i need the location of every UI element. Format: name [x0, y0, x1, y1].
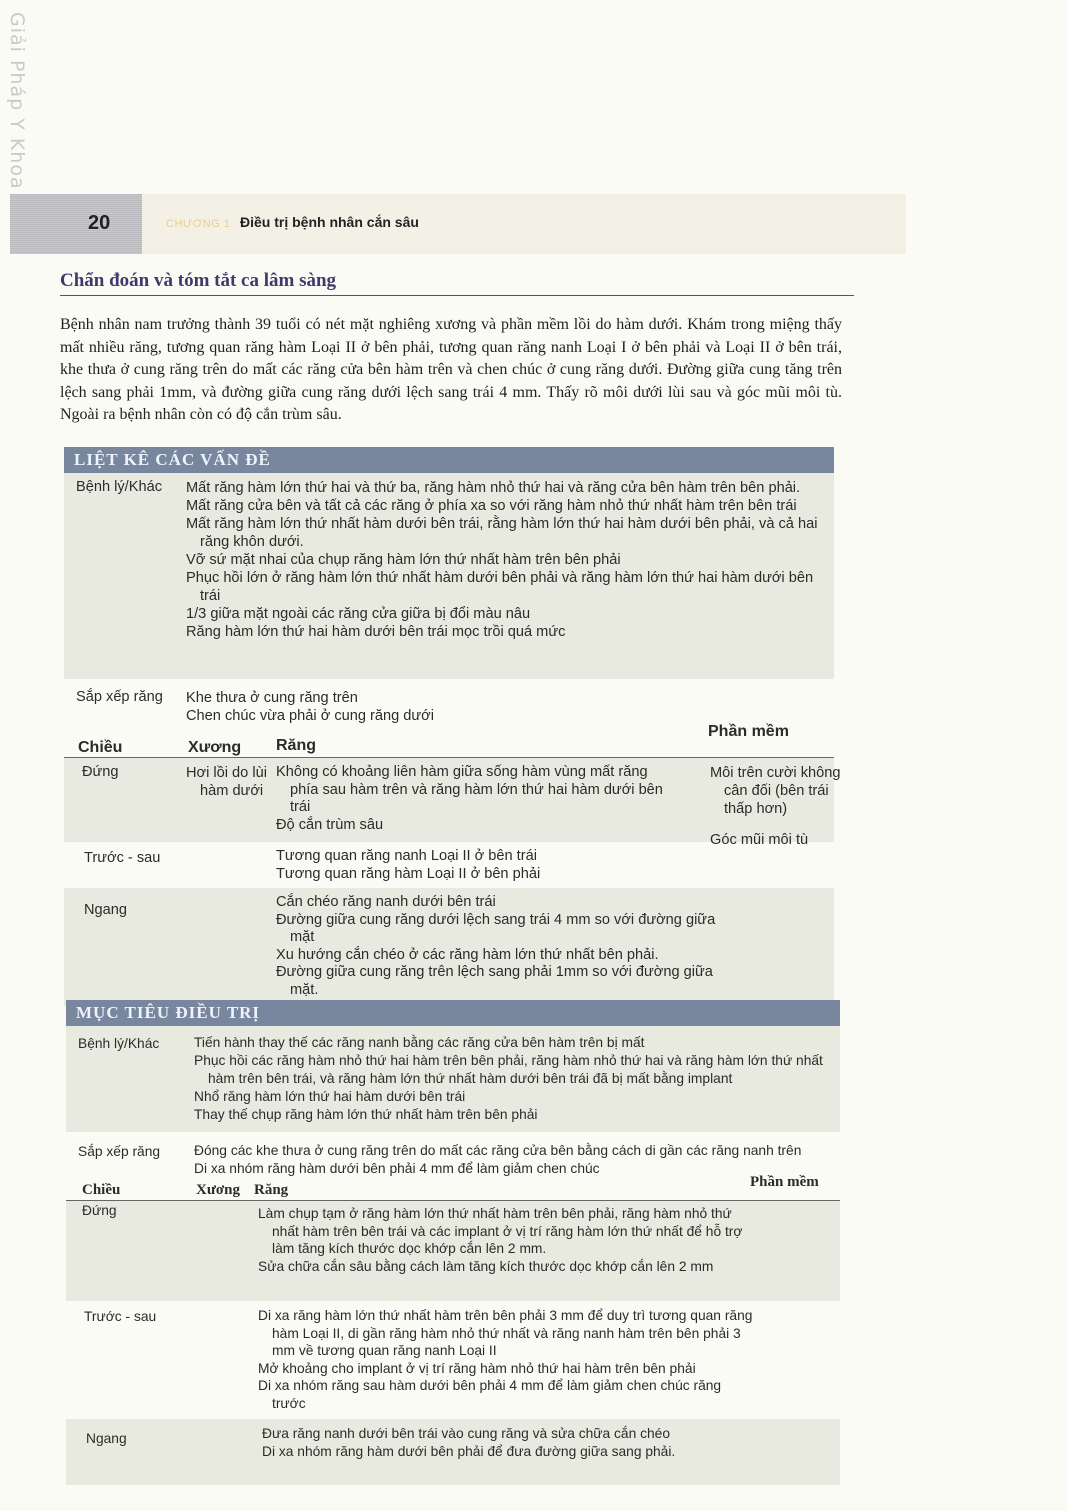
- page-number-tab: [10, 194, 142, 254]
- list-item: Di xa răng hàm lớn thứ nhất hàm trên bên phải 3 mm để duy trì tương quan răng hàm Loại II, di gần răng hàm nhỏ thứ nhất và răng nanh hàm trên bên phải 3 mm về tương quan răng nanh Loại II: [258, 1308, 753, 1358]
- list-item: Đóng các khe thưa ở cung răng trên do mất các răng cửa bên bằng cách di gần các răng nanh trên: [194, 1143, 802, 1158]
- row-label: Ngang: [86, 1431, 127, 1446]
- section-heading: Chẩn đoán và tóm tắt ca lâm sàng: [60, 270, 854, 296]
- goals-pathology-list: [194, 1034, 840, 1124]
- row-label: Sắp xếp răng: [76, 689, 163, 705]
- list-item: Không có khoảng liên hàm giữa sống hàm vùng mất răng phía sau hàm trên và răng hàm lớn thứ hai hàm dưới bên trái: [276, 764, 663, 815]
- row-label: Sắp xếp răng: [78, 1144, 161, 1159]
- goals-pathology-row: [66, 1026, 840, 1132]
- goals-ap-teeth-list: [258, 1307, 758, 1412]
- row-label: Bệnh lý/Khác: [76, 479, 162, 495]
- goals-vertical-row: [66, 1201, 840, 1301]
- list-item: Mất răng hàm lớn thứ hai và thứ ba, răng hàm nhỏ thứ hai và răng cửa bên hàm trên bên phải.: [186, 480, 801, 496]
- list-item: Di xa nhóm răng hàm dưới bên phải 4 mm để làm giảm chen chúc: [194, 1161, 600, 1176]
- list-item: Di xa nhóm răng hàm dưới bên phải để đưa đường giữa sang phải.: [262, 1443, 676, 1459]
- column-header-bone: Xương: [196, 1182, 240, 1198]
- chapter-label: CHƯƠNG 1: [166, 218, 231, 230]
- list-item: Chen chúc vừa phải ở cung răng dưới: [186, 708, 434, 724]
- problem-column-header: [64, 723, 834, 758]
- vertical-bone-cell: Hơi lồi do lùi hàm dưới: [186, 765, 267, 799]
- problem-transverse-row: [64, 888, 834, 1006]
- page-number: 20: [88, 212, 111, 234]
- list-item: Nhổ răng hàm lớn thứ hai hàm dưới bên trái: [194, 1089, 466, 1104]
- vertical-soft-tissue-cell: Môi trên cười không cân đối (bên trái thấp hơn): [710, 765, 841, 817]
- goals-column-header: [66, 1174, 840, 1201]
- list-item: Đưa răng nanh dưới bên trái vào cung răng và sửa chữa cắn chéo: [262, 1426, 671, 1441]
- list-item: Khe thưa ở cung răng trên: [186, 690, 358, 706]
- row-label: Trước - sau: [84, 850, 161, 866]
- problem-pathology-row: [64, 473, 834, 679]
- row-label: Đứng: [82, 764, 119, 780]
- row-label: Trước - sau: [84, 1309, 157, 1324]
- list-item: Răng hàm lớn thứ hai hàm dưới bên trái mọc trồi quá mức: [186, 624, 566, 640]
- goals-ap-row: [66, 1301, 840, 1419]
- problem-alignment-list: [186, 689, 834, 725]
- column-header-dimension: Chiều: [78, 739, 123, 756]
- problem-pathology-list: [186, 479, 834, 641]
- chapter-title: Điều trị bệnh nhân cắn sâu: [240, 214, 419, 230]
- ap-soft-tissue-cell: Góc mũi môi tù: [710, 832, 809, 848]
- list-item: Thay thế chụp răng hàm lớn thứ nhất hàm trên bên phải: [194, 1107, 538, 1122]
- row-label: Đứng: [82, 1203, 117, 1218]
- goals-alignment-row: [66, 1132, 840, 1180]
- list-item: Tương quan răng nanh Loại II ở bên trái: [276, 848, 537, 864]
- list-item: Phục hồi lớn ở răng hàm lớn thứ nhất hàm dưới bên phải và răng hàm lớn thứ hai hàm dưới bên trái: [186, 570, 814, 604]
- list-item: Đường giữa cung răng trên lệch sang phải 1mm so với đường giữa mặt.: [276, 964, 713, 998]
- problem-vertical-row: [64, 758, 841, 842]
- page-header-band: [10, 194, 906, 254]
- list-item: Di xa nhóm răng sau hàm dưới bên phải 4 mm để làm giảm chen chúc răng trước: [258, 1378, 722, 1411]
- problem-list-box: [64, 447, 841, 1006]
- column-header-dimension: Chiều: [82, 1182, 121, 1198]
- vertical-teeth-list: [276, 764, 676, 834]
- case-summary-paragraph: Bệnh nhân nam trưởng thành 39 tuổi có nét mặt nghiêng xương và phần mềm lồi do hàm dưới. Khám trong miệng thấy mất nhiều răng, tương quan răng hàm Loại II ở bên phải, tương quan răng nanh Loại I ở bên phải và Loại II ở bên trái, khe thưa ở cung răng trên do mất các răng cửa bên hàm trên và chen chúc ở cung răng dưới. Đường giữa cung tăng trên lệch sang phải 1mm, và đường giữa cung răng dưới lệch sang trái 4 mm. Thấy rõ môi dưới lùi sau và góc mũi môi tù. Ngoài ra bệnh nhân còn có độ cắn trùm sâu.: [60, 316, 842, 424]
- list-item: Phục hồi các răng hàm nhỏ thứ hai hàm trên bên phải, răng hàm nhỏ thứ hai và răng hàm lớn thứ nhất hàm trên bên trái, và răng hàm lớn thứ nhất hàm dưới bên trái đã bị mất bằng implant: [194, 1053, 823, 1086]
- list-item: Sửa chữa cắn sâu bằng cách làm tăng kích thước dọc khớp cắn lên 2 mm: [258, 1258, 714, 1274]
- goals-transverse-row: [66, 1419, 840, 1485]
- list-item: Đường giữa cung răng dưới lệch sang trái 4 mm so với đường giữa mặt: [276, 911, 716, 945]
- problem-ap-row: [64, 832, 834, 888]
- watermark: Giải Pháp Y Khoa: [6, 12, 28, 190]
- list-item: Mất răng hàm lớn thứ nhất hàm dưới bên trái, rằng hàm lớn thứ hai hàm dưới bên phải, và cả hai răng khôn dưới.: [186, 516, 818, 550]
- list-item: Tương quan răng hàm Loại II ở bên phải: [276, 865, 541, 882]
- list-item: Làm chụp tạm ở răng hàm lớn thứ nhất hàm trên bên phải, răng hàm nhỏ thứ nhất hàm trên bên trái và các implant ở vị trí răng hàm lớn thứ nhất để hỗ trợ làm tăng kích thước dọc khớp cắn lên 2 mm.: [258, 1206, 743, 1256]
- column-header-teeth: Răng: [276, 737, 316, 754]
- list-item: Tiến hành thay thế các răng nanh bằng các răng cửa bên hàm trên bị mất: [194, 1035, 645, 1050]
- list-item: Vỡ sứ mặt nhai của chụp răng hàm lớn thứ nhất hàm trên bên phải: [186, 552, 621, 568]
- treatment-goals-box: [66, 1000, 840, 1485]
- list-item: Cắn chéo răng nanh dưới bên trái: [276, 894, 496, 910]
- transverse-teeth-list: [276, 894, 728, 999]
- list-item: 1/3 giữa mặt ngoài các răng cửa giữa bị đổi màu nâu: [186, 606, 531, 622]
- list-item: Độ cắn trùm sâu: [276, 816, 384, 833]
- column-header-soft-tissue: Phần mềm: [750, 1174, 819, 1190]
- list-item: Mất răng cửa bên và tất cả các răng ở phía xa so với răng hàm nhỏ thứ nhất hàm trên bên trái: [186, 498, 797, 514]
- column-header-bone: Xương: [188, 739, 242, 756]
- list-item: Xu hướng cắn chéo ở các răng hàm lớn thứ nhất bên phải.: [276, 946, 659, 963]
- row-label: Ngang: [84, 902, 128, 918]
- goals-transverse-teeth-list: [262, 1425, 762, 1460]
- column-header-soft-tissue: Phần mềm: [708, 723, 789, 740]
- goals-alignment-list: [194, 1142, 840, 1178]
- ap-teeth-list: [276, 848, 696, 883]
- column-header-teeth: Răng: [254, 1182, 289, 1198]
- treatment-goals-title: MỤC TIÊU ĐIỀU TRỊ: [66, 1000, 840, 1026]
- row-label: Bệnh lý/Khác: [78, 1036, 160, 1051]
- problem-list-title: LIỆT KÊ CÁC VẤN ĐỀ: [64, 447, 834, 473]
- goals-vertical-teeth-list: [258, 1205, 758, 1275]
- list-item: Mở khoảng cho implant ở vị trí răng hàm nhỏ thứ hai hàm trên bên phải: [258, 1360, 696, 1376]
